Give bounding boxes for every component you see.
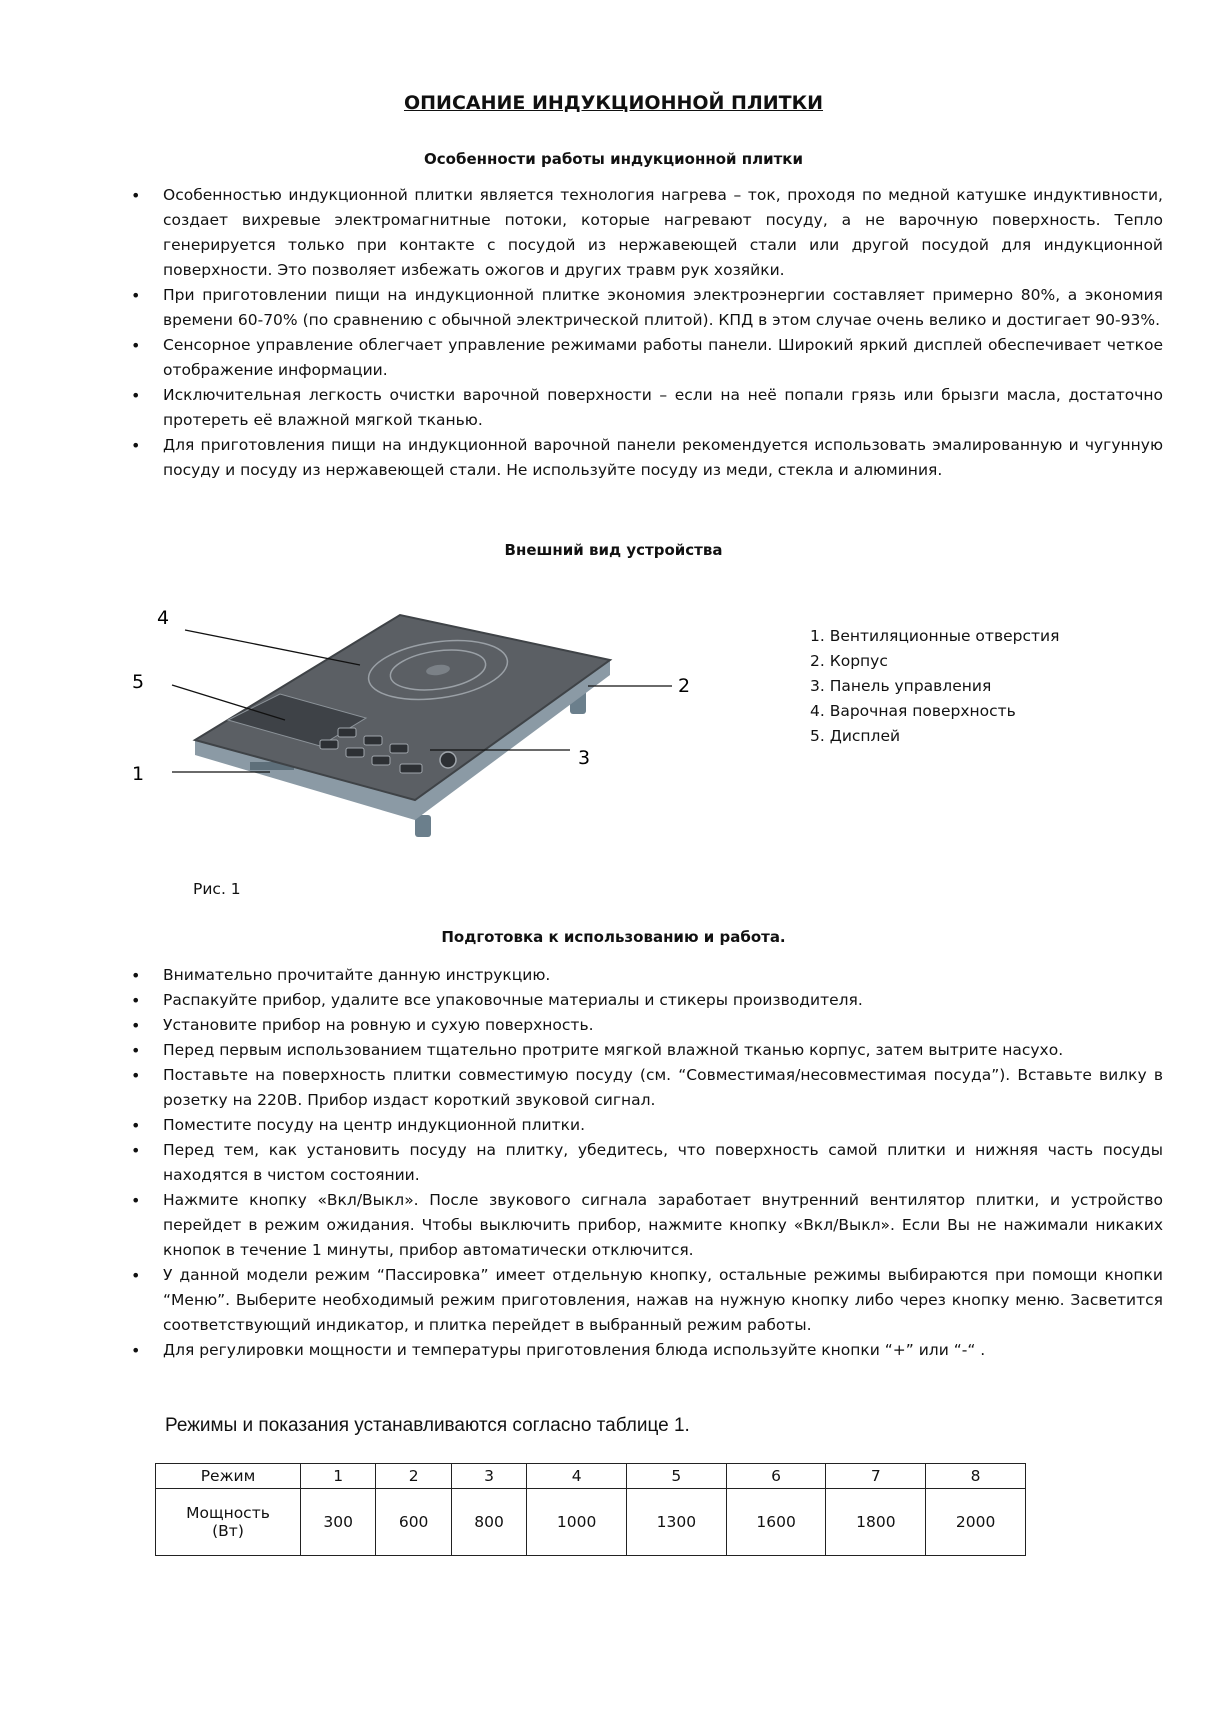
table-cell: 1000 (527, 1489, 627, 1556)
list-item: • У данной модели режим “Пассировка” имеет отдельную кнопку, остальные режимы выбираются при помощи кнопки “Меню”. Выберите необходимый режим приготовления, нажав на нужную кнопку либо через кнопку меню. Засветится соответствующий индикатор, и плитка перейдет в выбранный режим работы. (163, 1263, 1163, 1338)
table-cell: 1 (301, 1464, 376, 1489)
features-list (163, 183, 1163, 483)
section-preparation-heading: Подготовка к использованию и работа. (441, 928, 786, 946)
list-item: • Нажмите кнопку «Вкл/Выкл». После звукового сигнала заработает внутренний вентилятор плитки, и устройство перейдет в режим ожидания. Чтобы выключить прибор, нажмите кнопку «Вкл/Выкл». Если Вы не нажимали никаких кнопок в течение 1 минуты, прибор автоматически отключится. (163, 1188, 1163, 1263)
table-cell: 1800 (826, 1489, 926, 1556)
legend-item: 5. Дисплей (810, 727, 901, 745)
table-header-cell: Режим (156, 1464, 301, 1489)
induction-cooker-illustration (110, 590, 750, 860)
list-item: • При приготовлении пищи на индукционной плитке экономия электроэнергии составляет примерно 80%, а экономия времени 60-70% (по сравнению с обычной электрической плитой). КПД в этом случае очень велико и достигает 90-93%. (163, 283, 1163, 333)
legend-item: 1. Вентиляционные отверстия (810, 627, 1060, 645)
device-figure (110, 590, 750, 860)
list-item: • Сенсорное управление облегчает управление режимами работы панели. Широкий яркий дисплей обеспечивает четкое отображение информации. (163, 333, 1163, 383)
list-item: • Перед первым использованием тщательно протрите мягкой влажной тканью корпус, затем вытрите насухо. (163, 1038, 1163, 1063)
callout-5: 5 (132, 671, 145, 693)
control-button (364, 736, 382, 745)
table-cell: 7 (826, 1464, 926, 1489)
table-cell: 6 (726, 1464, 826, 1489)
table-cell: 1300 (627, 1489, 727, 1556)
table-cell: 800 (451, 1489, 526, 1556)
legend-item: 2. Корпус (810, 652, 888, 670)
callout-1: 1 (132, 763, 145, 785)
table-row (156, 1489, 1026, 1556)
power-label-line1: Мощность (186, 1504, 270, 1522)
modes-table (155, 1463, 1026, 1556)
page-title: ОПИСАНИЕ ИНДУКЦИОННОЙ ПЛИТКИ (403, 92, 824, 114)
callout-4: 4 (157, 607, 170, 629)
legend-item: 3. Панель управления (810, 677, 992, 695)
power-label-line2: (Вт) (212, 1522, 244, 1540)
section-appearance-heading: Внешний вид устройства (504, 541, 723, 559)
legend-item: 4. Варочная поверхность (810, 702, 1016, 720)
table-cell: 8 (926, 1464, 1026, 1489)
control-button (346, 748, 364, 757)
power-icon (440, 752, 456, 768)
control-button (320, 740, 338, 749)
table-cell: 1600 (726, 1489, 826, 1556)
figure-caption: Рис. 1 (193, 880, 241, 898)
table-heading: Режимы и показания устанавливаются согласно таблице 1. (165, 1415, 690, 1436)
control-button (372, 756, 390, 765)
table-cell: 5 (627, 1464, 727, 1489)
table-cell: 2000 (926, 1489, 1026, 1556)
preparation-list (163, 963, 1163, 1363)
list-item: • Поместите посуду на центр индукционной плитки. (163, 1113, 1163, 1138)
table-row (156, 1464, 1026, 1489)
table-cell: 2 (376, 1464, 451, 1489)
list-item: • Исключительная легкость очистки варочной поверхности – если на неё попали грязь или брызги масла, достаточно протереть её влажной мягкой тканью. (163, 383, 1163, 433)
callout-2: 2 (678, 675, 691, 697)
figure-legend (810, 624, 1059, 749)
foot (415, 815, 431, 837)
list-item: • Распакуйте прибор, удалите все упаковочные материалы и стикеры производителя. (163, 988, 1163, 1013)
control-button (338, 728, 356, 737)
table-header-cell (156, 1489, 301, 1556)
table-cell: 3 (451, 1464, 526, 1489)
callout-3: 3 (578, 747, 591, 769)
list-item: • Внимательно прочитайте данную инструкцию. (163, 963, 1163, 988)
table-cell: 4 (527, 1464, 627, 1489)
section-features-heading: Особенности работы индукционной плитки (424, 150, 803, 168)
table-cell: 600 (376, 1489, 451, 1556)
list-item: • Особенностью индукционной плитки является технология нагрева – ток, проходя по медной катушке индуктивности, создает вихревые электромагнитные потоки, которые нагревают посуду, а не варочную поверхность. Тепло генерируется только при контакте с посудой из нержавеющей стали или другой посудой для индукционной поверхности. Это позволяет избежать ожогов и других травм рук хозяйки. (163, 183, 1163, 283)
list-item: • Для приготовления пищи на индукционной варочной панели рекомендуется использовать эмалированную и чугунную посуду и посуду из нержавеющей стали. Не используйте посуду из меди, стекла и алюминия. (163, 433, 1163, 483)
table-cell: 300 (301, 1489, 376, 1556)
callout-line-4 (185, 630, 360, 665)
list-item: • Перед тем, как установить посуду на плитку, убедитесь, что поверхность самой плитки и нижняя часть посуды находятся в чистом состоянии. (163, 1138, 1163, 1188)
list-item: • Поставьте на поверхность плитки совместимую посуду (см. “Совместимая/несовместимая посуда”). Вставьте вилку в розетку на 220В. Прибор издаст короткий звуковой сигнал. (163, 1063, 1163, 1113)
list-item: • Для регулировки мощности и температуры приготовления блюда используйте кнопки “+” или “-“ . (163, 1338, 1163, 1363)
control-button (390, 744, 408, 753)
list-item: • Установите прибор на ровную и сухую поверхность. (163, 1013, 1163, 1038)
control-button (400, 764, 422, 773)
